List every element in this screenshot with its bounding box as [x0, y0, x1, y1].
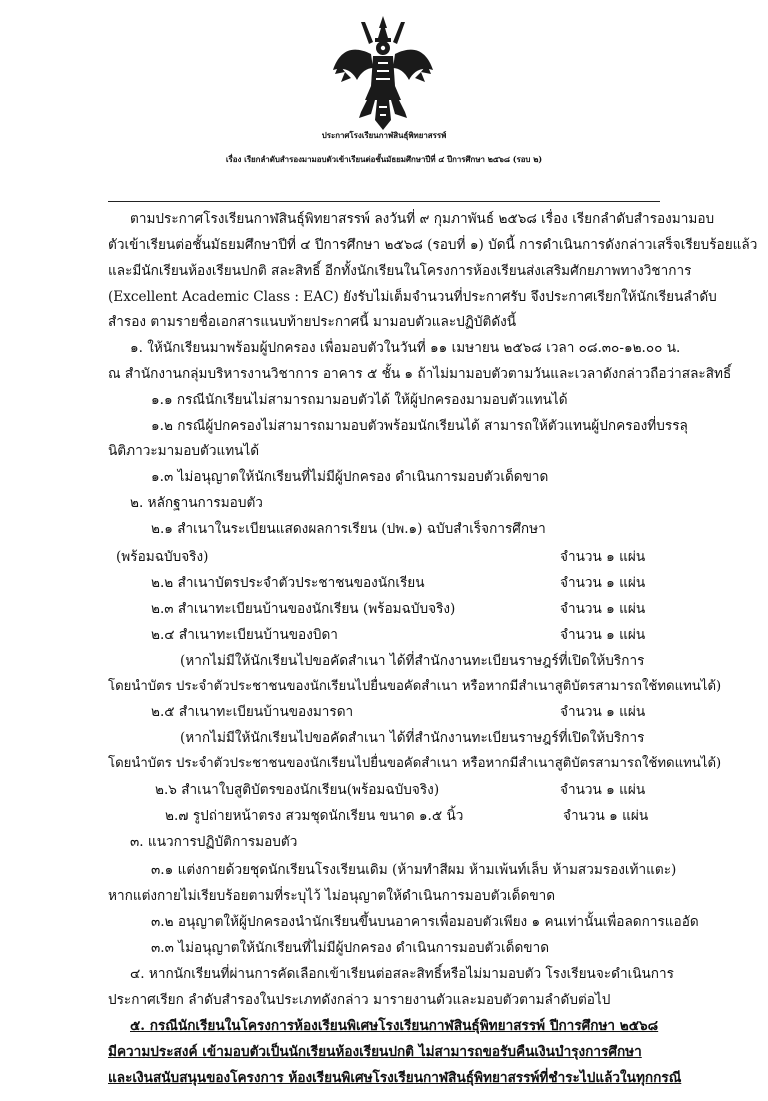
item-5-line: ๕. กรณีนักเรียนในโครงการห้องเรียนพิเศษโรงเรียนกาฬสินธุ์พิทยาสรรพ์ ปีการศึกษา ๒๕๖๘ [130, 1018, 659, 1034]
item-1-line: ณ สำนักงานกลุ่มบริหารงานวิชาการ อาคาร ๕ ชั้น ๑ ถ้าไม่มามอบตัวตามวันและเวลาดังกล่าวถือว่าสละสิทธิ์ [108, 366, 732, 382]
quantity: จำนวน ๑ แผ่น [560, 782, 646, 798]
announcement-subject: เรื่อง เรียกลำดับสำรองมามอบตัวเข้าเรียนต่อชั้นมัธยมศึกษาปีที่ ๔ ปีการศึกษา ๒๕๖๘ (รอบ ๒) [225, 155, 543, 164]
item-3-heading: ๓. แนวการปฏิบัติการมอบตัว [130, 834, 298, 850]
note-line: โดยนำบัตร ประจำตัวประชาชนของนักเรียนไปยื่นขอคัดสำเนา หรือหากมีสำเนาสูติบัตรสามารถใช้ทดแทนได้) [108, 756, 722, 771]
item-1-2-line: นิติภาวะมามอบตัวแทนได้ [108, 443, 260, 459]
intro-line: (Excellent Academic Class : EAC) ยังรับไม่เต็มจำนวนที่ประกาศรับ จึงประกาศเรียกให้นักเรียนลำดับ [108, 289, 717, 305]
document-item: ๒.๕ สำเนาทะเบียนบ้านของมารดา [151, 704, 354, 720]
note-line: (หากไม่มีให้นักเรียนไปขอคัดสำเนา ได้ที่สำนักงานทะเบียนราษฎร์ที่เปิดให้บริการ [180, 730, 645, 746]
note-line: โดยนำบัตร ประจำตัวประชาชนของนักเรียนไปยื่นขอคัดสำเนา หรือหากมีสำเนาสูติบัตรสามารถใช้ทดแทนได้) [108, 679, 722, 694]
item-1-3: ๑.๓ ไม่อนุญาตให้นักเรียนที่ไม่มีผู้ปกครอง ดำเนินการมอบตัวเด็ดขาด [151, 469, 549, 485]
quantity: จำนวน ๑ แผ่น [560, 627, 646, 643]
item-5-line: และเงินสนับสนุนของโครงการ ห้องเรียนพิเศษโรงเรียนกาฬสินธุ์พิทยาสรรพ์ที่ชำระไปแล้วในทุกกรณี [108, 1070, 682, 1086]
intro-line: สำรอง ตามรายชื่อเอกสารแนบท้ายประกาศนี้ มามอบตัวและปฏิบัติดังนี้ [108, 314, 517, 330]
document-item: ๒.๗ รูปถ่ายหน้าตรง สวมชุดนักเรียน ขนาด ๑.๕ นิ้ว [165, 808, 464, 824]
announcement-title: ประกาศโรงเรียนกาฬสินธุ์พิทยาสรรพ์ [321, 131, 447, 140]
item-5-line: มีความประสงค์ เข้ามอบตัวเป็นนักเรียนห้องเรียนปกติ ไม่สามารถขอรับคืนเงินบำรุงการศึกษา [108, 1044, 642, 1060]
practice-line: ๓.๒ อนุญาตให้ผู้ปกครองนำนักเรียนขึ้นบนอาคารเพื่อมอบตัวเพียง ๑ คนเท่านั้นเพื่อลดการแออัด [151, 914, 699, 930]
item-1-1: ๑.๑ กรณีนักเรียนไม่สามารถมามอบตัวได้ ให้ผู้ปกครองมามอบตัวแทนได้ [151, 392, 568, 408]
document-item: ๒.๑ สำเนาในระเบียนแสดงผลการเรียน (ปพ.๑) ฉบับสำเร็จการศึกษา [151, 521, 546, 537]
quantity: จำนวน ๑ แผ่น [563, 808, 649, 824]
garuda-seal-icon [331, 14, 435, 132]
quantity: จำนวน ๑ แผ่น [560, 575, 646, 591]
practice-line: ๓.๓ ไม่อนุญาตให้นักเรียนที่ไม่มีผู้ปกครอง ดำเนินการมอบตัวเด็ดขาด [151, 940, 550, 956]
document-item: ๒.๔ สำเนาทะเบียนบ้านของบิดา [151, 627, 338, 643]
document-item: ๒.๖ สำเนาใบสูติบัตรของนักเรียน(พร้อมฉบับจริง) [155, 782, 440, 798]
divider [108, 201, 660, 202]
intro-line: ตามประกาศโรงเรียนกาฬสินธุ์พิทยาสรรพ์ ลงวันที่ ๙ กุมภาพันธ์ ๒๕๖๘ เรื่อง เรียกลำดับสำรองมามอบ [130, 211, 715, 227]
item-4-line: ประกาศเรียก ลำดับสำรองในประเภทดังกล่าว มารายงานตัวและมอบตัวตามลำดับต่อไป [108, 992, 611, 1008]
quantity: จำนวน ๑ แผ่น [560, 601, 646, 617]
item-2-heading: ๒. หลักฐานการมอบตัว [130, 495, 263, 511]
note-line: (หากไม่มีให้นักเรียนไปขอคัดสำเนา ได้ที่สำนักงานทะเบียนราษฎร์ที่เปิดให้บริการ [180, 653, 645, 669]
item-1-2-line: ๑.๒ กรณีผู้ปกครองไม่สามารถมามอบตัวพร้อมนักเรียนได้ สามารถให้ตัวแทนผู้ปกครองที่บรรลุ [151, 418, 688, 434]
intro-line: และมีนักเรียนห้องเรียนปกติ สละสิทธิ์ อีกทั้งนักเรียนในโครงการห้องเรียนส่งเสริมศักยภาพทางวิชาการ [108, 263, 692, 279]
intro-line: ตัวเข้าเรียนต่อชั้นมัธยมศึกษาปีที่ ๔ ปีการศึกษา ๒๕๖๘ (รอบที่ ๑) บัดนี้ การดำเนินการดังกล่าวเสร็จเรียบร้อยแล้ว [108, 237, 758, 253]
document-item-cont: (พร้อมฉบับจริง) [116, 549, 209, 565]
practice-line: หากแต่งกายไม่เรียบร้อยตามที่ระบุไว้ ไม่อนุญาตให้ดำเนินการมอบตัวเด็ดขาด [108, 888, 556, 904]
quantity: จำนวน ๑ แผ่น [560, 549, 646, 565]
item-4-line: ๔. หากนักเรียนที่ผ่านการคัดเลือกเข้าเรียนต่อสละสิทธิ์หรือไม่มามอบตัว โรงเรียนจะดำเนินการ [130, 966, 674, 982]
document-item: ๒.๒ สำเนาบัตรประจำตัวประชาชนของนักเรียน [151, 575, 425, 591]
item-1-line: ๑. ให้นักเรียนมาพร้อมผู้ปกครอง เพื่อมอบตัวในวันที่ ๑๑ เมษายน ๒๕๖๘ เวลา ๐๘.๓๐-๑๒.๐๐ น. [130, 340, 681, 356]
document-item: ๒.๓ สำเนาทะเบียนบ้านของนักเรียน (พร้อมฉบับจริง) [151, 601, 456, 617]
quantity: จำนวน ๑ แผ่น [560, 704, 646, 720]
practice-line: ๓.๑ แต่งกายด้วยชุดนักเรียนโรงเรียนเดิม (ห้ามทำสีผม ห้ามเพ้นท์เล็บ ห้ามสวมรองเท้าแตะ) [151, 862, 677, 878]
